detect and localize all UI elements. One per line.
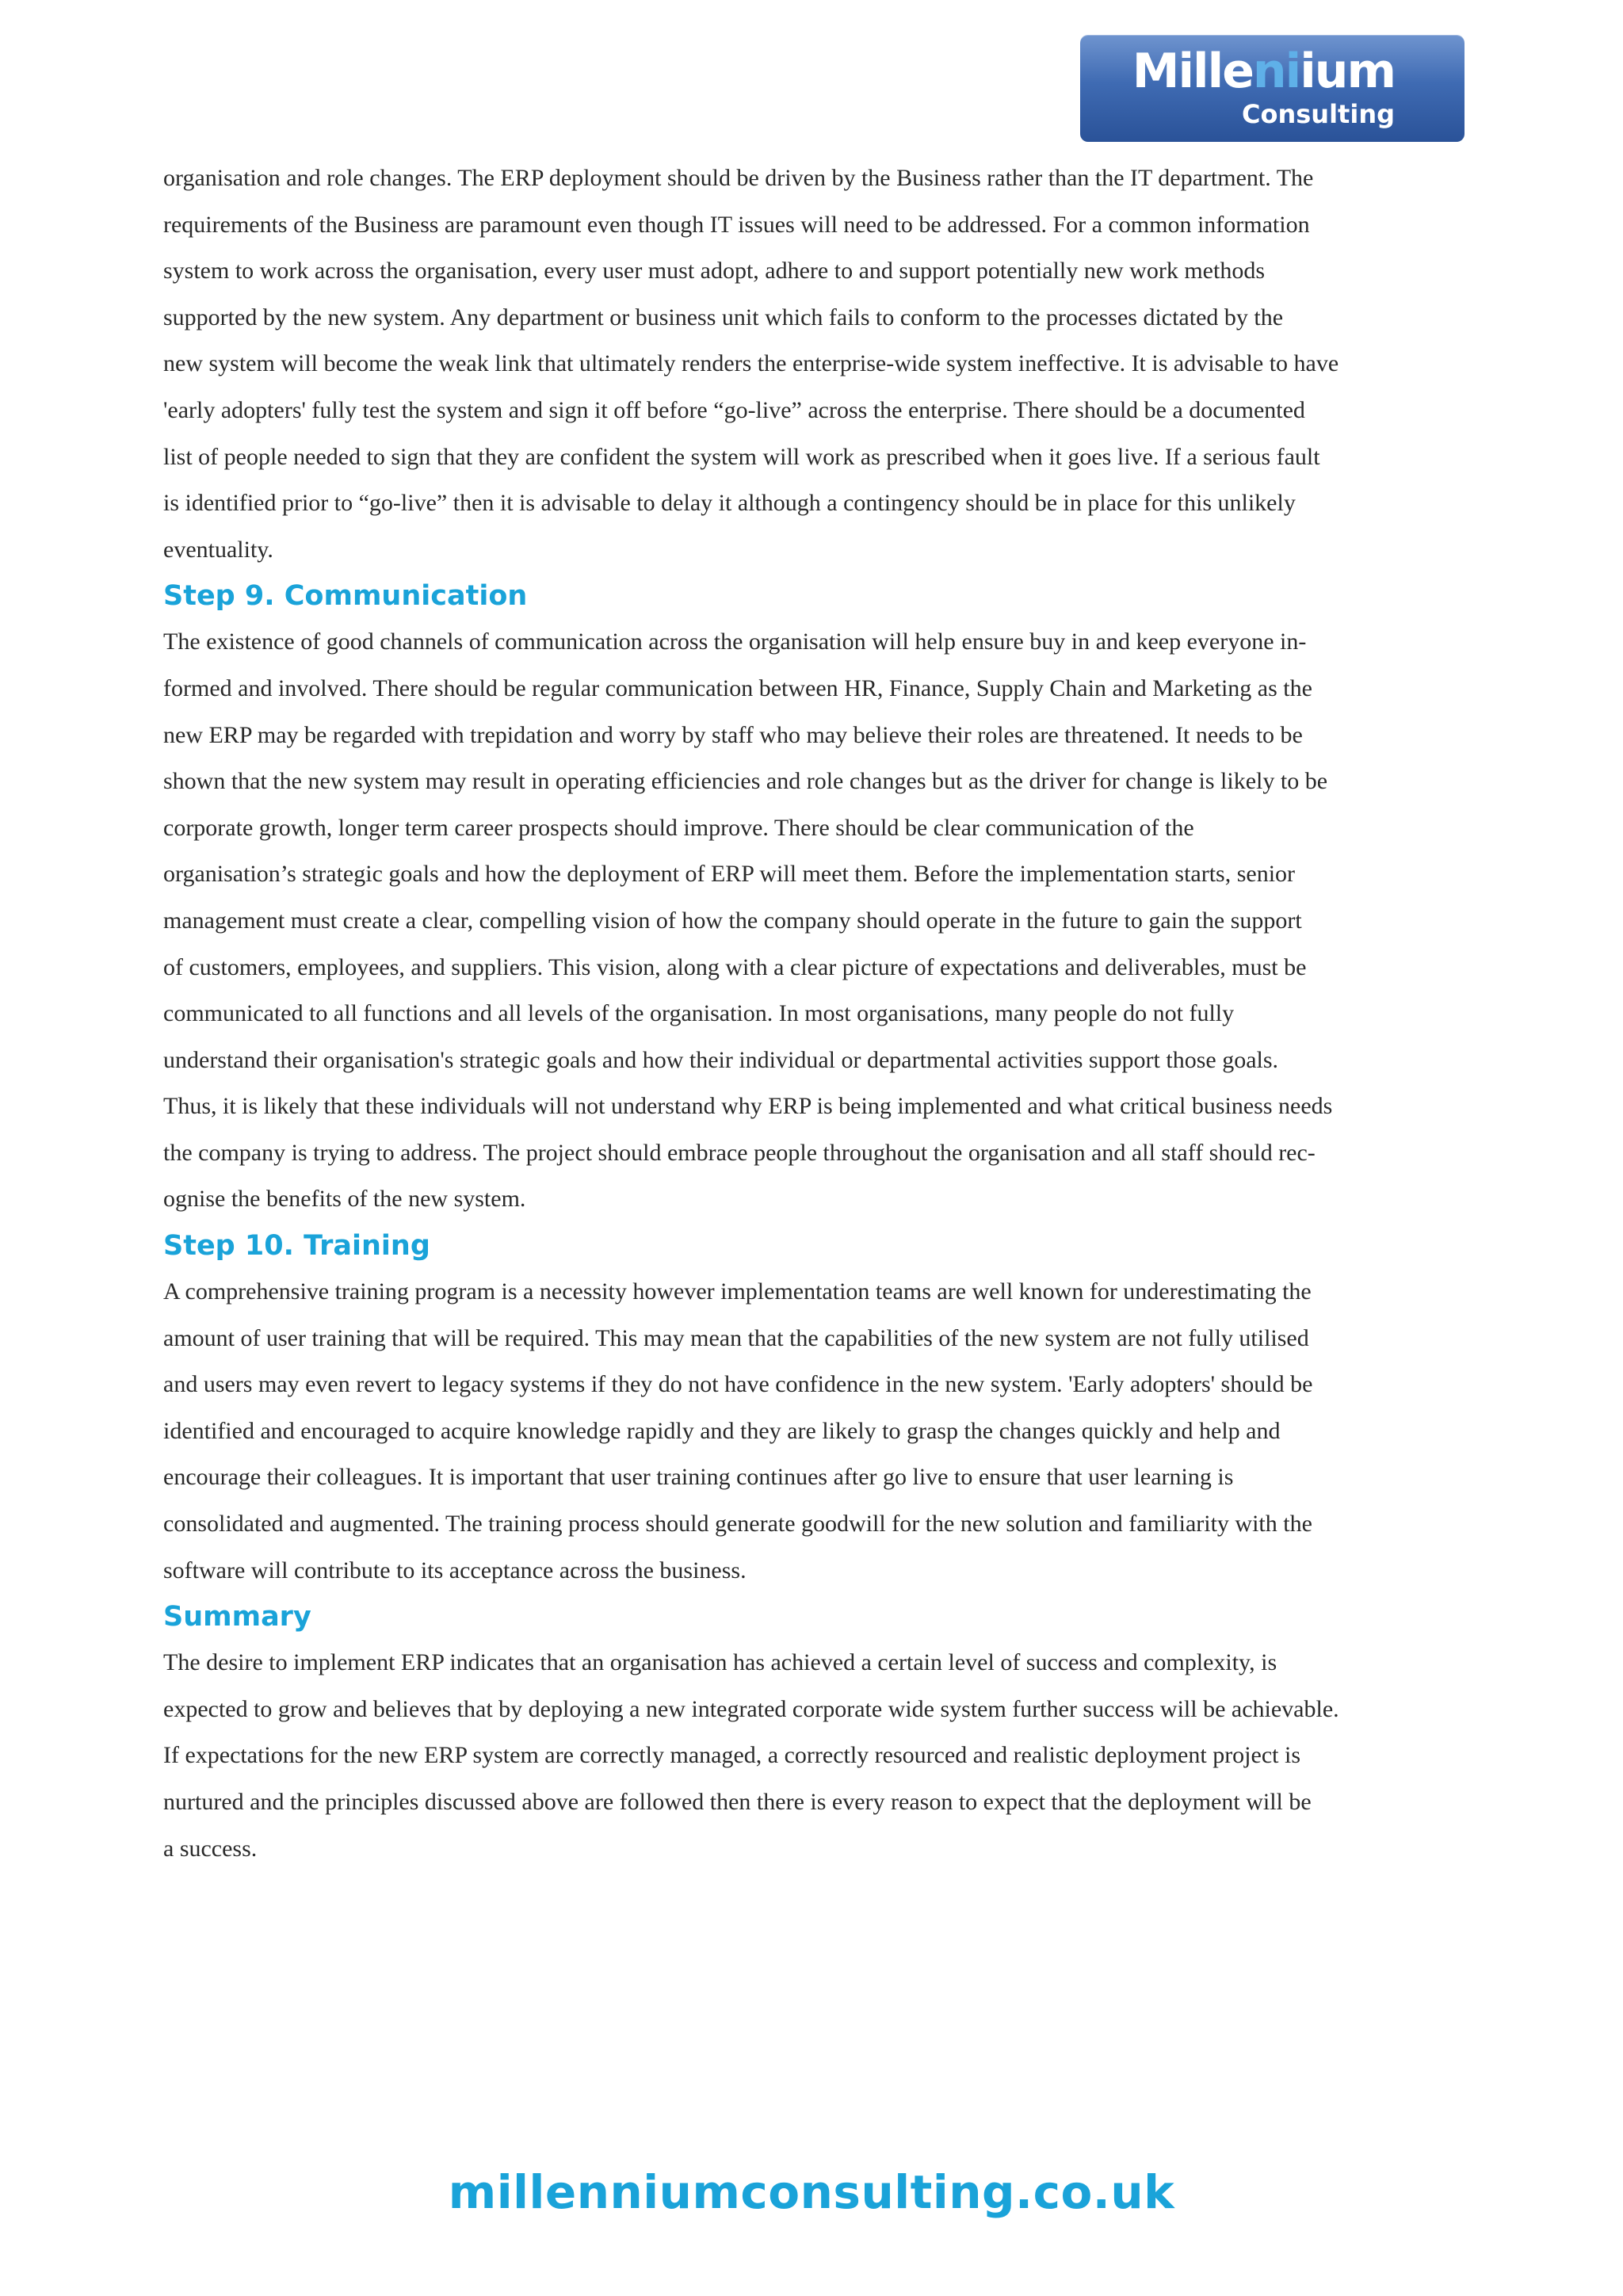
heading-training: Step 10. Training (163, 1230, 430, 1263)
paragraph-training: A comprehensive training program is a necessity however implementation teams are well known for underestimating the amount of user training that will be required. This may mean that the capabilities of the new system are not fully utilised and users may even revert to legacy systems if they do not have confidence in the new system. 'Early adopters' should be identified and encouraged to acquire knowledge rapidly and they are likely to grasp the changes quickly and help and encourage their colleagues. It is important that user training continues after go live to ensure that user learning is consolidated and augmented. The training process should generate goodwill for the new solution and familiarity with the software will contribute to its acceptance across the business. (163, 1278, 1313, 1584)
intro-paragraph: organisation and role changes. The ERP deployment should be driven by the Business rather than the IT department. The requirements of the Business are paramount even though IT issues will need to be addressed. For a common information system to work across the organisation, every user must adopt, adhere to and support potentially new work methods supported by the new system. Any department or business unit which fails to conform to the processes dictated by the new system will become the weak link that ultimately renders the enterprise-wide system ineffective. It is advisable to have 'early adopters' fully test the system and sign it off before “go-live” across the enterprise. There should be a documented list of people needed to sign that they are confident the system will work as prescribed when it goes live. If a serious fault is identified prior to “go-live” then it is advisable to delay it although a contingency should be in place for this unlikely eventuality. (163, 165, 1339, 563)
logo-word-part: Mille (1132, 44, 1253, 99)
logo-subtitle: Consulting (1242, 99, 1395, 129)
heading-communication: Step 9. Communication (163, 580, 528, 613)
document-body (163, 155, 1463, 1872)
company-logo (1080, 35, 1465, 142)
paragraph-communication: The existence of good channels of communication across the organisation will help ensure buy in and keep everyone in- formed and involved. There should be regular communication between HR, Finance, Supply Chain and Marketing as the new ERP may be regarded with trepidation and worry by staff who may believe their roles are threatened. It needs to be shown that the new system may result in operating efficiencies and role changes but as the driver for change is likely to be corporate growth, longer term career prospects should improve. There should be clear communication of the organisation’s strategic goals and how the deployment of ERP will meet them. Before the implementation starts, senior management must create a clear, compelling vision of how the company should operate in the future to gain the support of customers, employees, and suppliers. This vision, along with a clear picture of expectations and deliverables, must be communicated to all functions and all levels of the organisation. In most organisations, many people do not fully understand their organisation's strategic goals and how their individual or departmental activities support those goals. Thus, it is likely that these individuals will not understand why ERP is being implemented and what critical business needs the company is trying to address. The project should embrace people throughout the organisation and all staff should rec- ognise the benefits of the new system. (163, 628, 1333, 1213)
heading-summary: Summary (163, 1601, 311, 1633)
logo-word-accent: n (1252, 44, 1285, 99)
logo-wordmark (1132, 44, 1395, 99)
footer-url[interactable]: millenniumconsulting.co.uk (448, 2165, 1175, 2219)
paragraph-summary: The desire to implement ERP indicates that an organisation has achieved a certain level of success and complexity, is expected to grow and believes that by deploying a new integrated corporate wide system further success will be achievable. If expectations for the new ERP system are correctly managed, a correctly resourced and realistic deployment project is nurtured and the principles discussed above are followed then there is every reason to expect that the deployment will be a success. (163, 1649, 1339, 1862)
logo-word-accent-2: i (1285, 44, 1300, 99)
logo-word-part-end: ium (1300, 44, 1395, 99)
